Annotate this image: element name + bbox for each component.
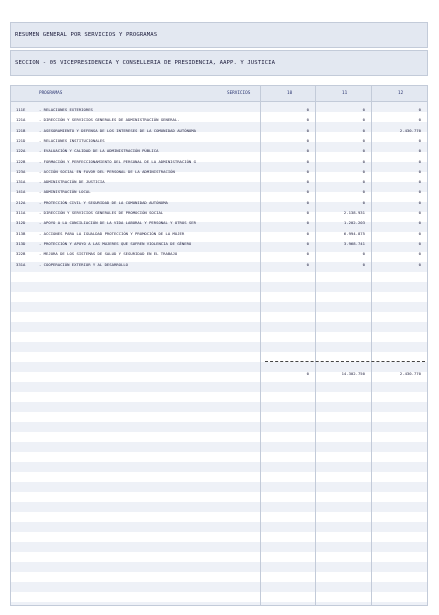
row-stripe <box>11 542 427 552</box>
table-row <box>11 114 427 124</box>
table-row <box>11 197 427 207</box>
row-stripe <box>11 322 427 332</box>
row-description: - ADMINISTRACIÓN DE JUSTICIA <box>39 179 105 185</box>
row-value-12: 0 <box>418 179 421 185</box>
row-stripe <box>11 582 427 592</box>
row-value-12: 0 <box>418 137 421 143</box>
col-11: 11 <box>342 91 348 96</box>
row-code: 122B <box>16 158 26 164</box>
row-stripe <box>11 442 427 452</box>
table-row <box>11 217 427 227</box>
total-10: 0 <box>306 371 309 376</box>
table-row <box>11 248 427 258</box>
row-stripe <box>11 462 427 472</box>
row-description: - COOPERACIÓN EXTERIOR Y AL DESARROLLO <box>39 261 129 267</box>
row-value-11: 0 <box>362 117 365 123</box>
row-code: 313D <box>16 240 26 246</box>
row-value-10: 0 <box>306 137 309 143</box>
row-stripe <box>11 512 427 522</box>
table-row <box>11 186 427 196</box>
row-description: - APOYO A LA CONCILIACIÓN DE LA VIDA LABORAL Y PERSONAL Y OTROS SER <box>39 220 196 226</box>
row-stripe <box>11 482 427 492</box>
row-value-10: 0 <box>306 189 309 195</box>
row-code: 322B <box>16 251 26 257</box>
row-stripe <box>11 382 427 392</box>
row-value-12: 0 <box>418 107 421 112</box>
row-description: - PROTECCIÓN CIVIL Y SEGURIDAD DE LA COMUNIDAD AUTÓNOMA <box>39 199 168 205</box>
report-page <box>10 18 428 608</box>
row-stripe <box>11 452 427 462</box>
row-value-10: 0 <box>306 240 309 246</box>
row-code: 311A <box>16 210 26 215</box>
table-row <box>11 104 427 114</box>
row-value-10: 0 <box>306 127 309 133</box>
row-value-11: 0 <box>362 127 365 133</box>
row-stripe <box>11 552 427 562</box>
row-value-11: 0 <box>362 168 365 174</box>
row-description: - RELACIONES EXTERIORES <box>39 107 93 112</box>
row-code: 331A <box>16 261 26 267</box>
row-code: 121A <box>16 117 26 123</box>
total-12: 2.430.770 <box>399 371 421 376</box>
row-value-10: 0 <box>306 220 309 226</box>
row-code: 312D <box>16 220 26 226</box>
row-code: 123A <box>16 168 26 174</box>
row-description: - PROTECCIÓN Y APOYO A LAS MUJERES QUE SUFREN VIOLENCIA DE GÉNERO <box>39 240 192 246</box>
row-stripe <box>11 332 427 342</box>
row-description: - ADMINISTRACIÓN LOCAL <box>39 189 91 195</box>
row-stripe <box>11 412 427 422</box>
row-description: - EVALUACIÓN Y CALIDAD DE LA ADMINISTRACIÓN PÚBLICA <box>39 148 159 154</box>
row-stripe <box>11 282 427 292</box>
col-servicios: SERVICIOS <box>227 91 251 96</box>
row-stripe <box>11 312 427 322</box>
row-value-10: 0 <box>306 179 309 185</box>
row-code: 313B <box>16 230 26 236</box>
table-row <box>11 156 427 166</box>
row-description: - DIRECCIÓN Y SERVICIOS GENERALES DE ADMINISTRACIÓN GENERAL. <box>39 117 180 123</box>
row-stripe <box>11 502 427 512</box>
row-value-10: 0 <box>306 158 309 164</box>
row-stripe <box>11 342 427 352</box>
row-code: 212A <box>16 199 26 205</box>
row-value-10: 0 <box>306 251 309 257</box>
section-title: SECCION - 05 VICEPRESIDENCIA Y CONSELLERIA DE PRESIDENCIA, AAPP. Y JUSTICIA <box>15 60 276 66</box>
row-code: 141A <box>16 189 26 195</box>
row-value-12: 0 <box>418 199 421 205</box>
row-value-11: 0 <box>362 179 365 185</box>
table-row <box>11 176 427 186</box>
row-value-12: 0 <box>418 158 421 164</box>
table-row <box>11 166 427 176</box>
row-stripe <box>11 532 427 542</box>
row-code: 121D <box>16 137 26 143</box>
table-row <box>11 135 427 145</box>
total-11: 14.302.750 <box>341 371 365 376</box>
row-value-12: 0 <box>418 148 421 154</box>
row-value-11: 0 <box>362 261 365 267</box>
row-value-12: 0 <box>418 230 421 236</box>
row-stripe <box>11 602 427 606</box>
col-programas: PROGRAMAS <box>39 91 63 96</box>
row-value-12: 0 <box>418 220 421 226</box>
row-code: 111E <box>16 107 26 112</box>
row-value-10: 0 <box>306 148 309 154</box>
row-value-11: 0 <box>362 137 365 143</box>
row-stripe <box>11 572 427 582</box>
table-row <box>11 238 427 248</box>
row-value-12: 0 <box>418 240 421 246</box>
row-value-11: 0 <box>362 251 365 257</box>
row-value-12: 0 <box>418 117 421 123</box>
row-value-11: 3.968.741 <box>343 240 365 246</box>
row-stripe <box>11 592 427 602</box>
row-value-11: 0 <box>362 199 365 205</box>
row-value-12: 0 <box>418 251 421 257</box>
row-value-11: 0 <box>362 107 365 112</box>
row-value-12: 0 <box>418 168 421 174</box>
row-value-12: 0 <box>418 210 421 215</box>
row-value-11: 6.994.875 <box>343 230 365 236</box>
table-header <box>11 86 427 102</box>
row-code: 122A <box>16 148 26 154</box>
budget-table <box>10 85 428 606</box>
row-description: - ACCIONES PARA LA IGUALDAD PROTECCIÓN Y PROMOCIÓN DE LA MUJER <box>39 230 185 236</box>
row-stripe <box>11 432 427 442</box>
col-10: 10 <box>287 91 293 96</box>
row-value-10: 0 <box>306 199 309 205</box>
table-row <box>11 125 427 135</box>
row-value-11: 1.202.203 <box>343 220 365 226</box>
table-row <box>11 228 427 238</box>
section-title-box <box>10 50 428 76</box>
row-description: - MEJORA DE LOS SISTEMAS DE SALUD Y SEGURIDAD EN EL TRABAJO <box>39 251 178 257</box>
row-description: - RELACIONES INSTITUCIONALES <box>39 137 105 143</box>
row-stripe <box>11 522 427 532</box>
row-description: - ASESORAMIENTO Y DEFENSA DE LOS INTERESES DE LA COMUNIDAD AUTÓNOMA <box>39 127 196 133</box>
row-value-11: 2.138.931 <box>343 210 365 215</box>
report-title-box <box>10 22 428 48</box>
row-value-10: 0 <box>306 107 309 112</box>
table-row <box>11 145 427 155</box>
row-stripe <box>11 392 427 402</box>
row-stripe <box>11 492 427 502</box>
row-code: 121B <box>16 127 26 133</box>
row-value-10: 0 <box>306 261 309 267</box>
row-value-10: 0 <box>306 230 309 236</box>
row-value-10: 0 <box>306 117 309 123</box>
table-row <box>11 259 427 269</box>
row-value-11: 0 <box>362 158 365 164</box>
row-value-11: 0 <box>362 148 365 154</box>
row-value-12: 2.430.770 <box>399 127 421 133</box>
row-stripe <box>11 422 427 432</box>
col-12: 12 <box>398 91 404 96</box>
row-value-12: 0 <box>418 261 421 267</box>
row-description: - DIRECCIÓN Y SERVICIOS GENERALES DE PROMOCIÓN SOCIAL <box>39 210 164 215</box>
row-value-10: 0 <box>306 210 309 215</box>
row-stripe <box>11 402 427 412</box>
row-description: - ACCIÓN SOCIAL EN FAVOR DEL PERSONAL DE LA ADMINISTRACIÓN <box>39 168 175 174</box>
row-stripe <box>11 562 427 572</box>
report-title: RESUMEN GENERAL POR SERVICIOS Y PROGRAMAS <box>15 32 158 38</box>
row-stripe <box>11 472 427 482</box>
row-code: 131A <box>16 179 26 185</box>
row-description: - FORMACIÓN Y PERFECCIONAMIENTO DEL PERSONAL DE LA ADMINISTRACIÓN G <box>39 158 196 164</box>
row-value-10: 0 <box>306 168 309 174</box>
totals-row <box>11 368 427 378</box>
row-value-11: 0 <box>362 189 365 195</box>
total-separator <box>265 361 425 362</box>
table-row <box>11 207 427 217</box>
row-stripe <box>11 292 427 302</box>
row-stripe <box>11 302 427 312</box>
row-value-12: 0 <box>418 189 421 195</box>
row-stripe <box>11 272 427 282</box>
